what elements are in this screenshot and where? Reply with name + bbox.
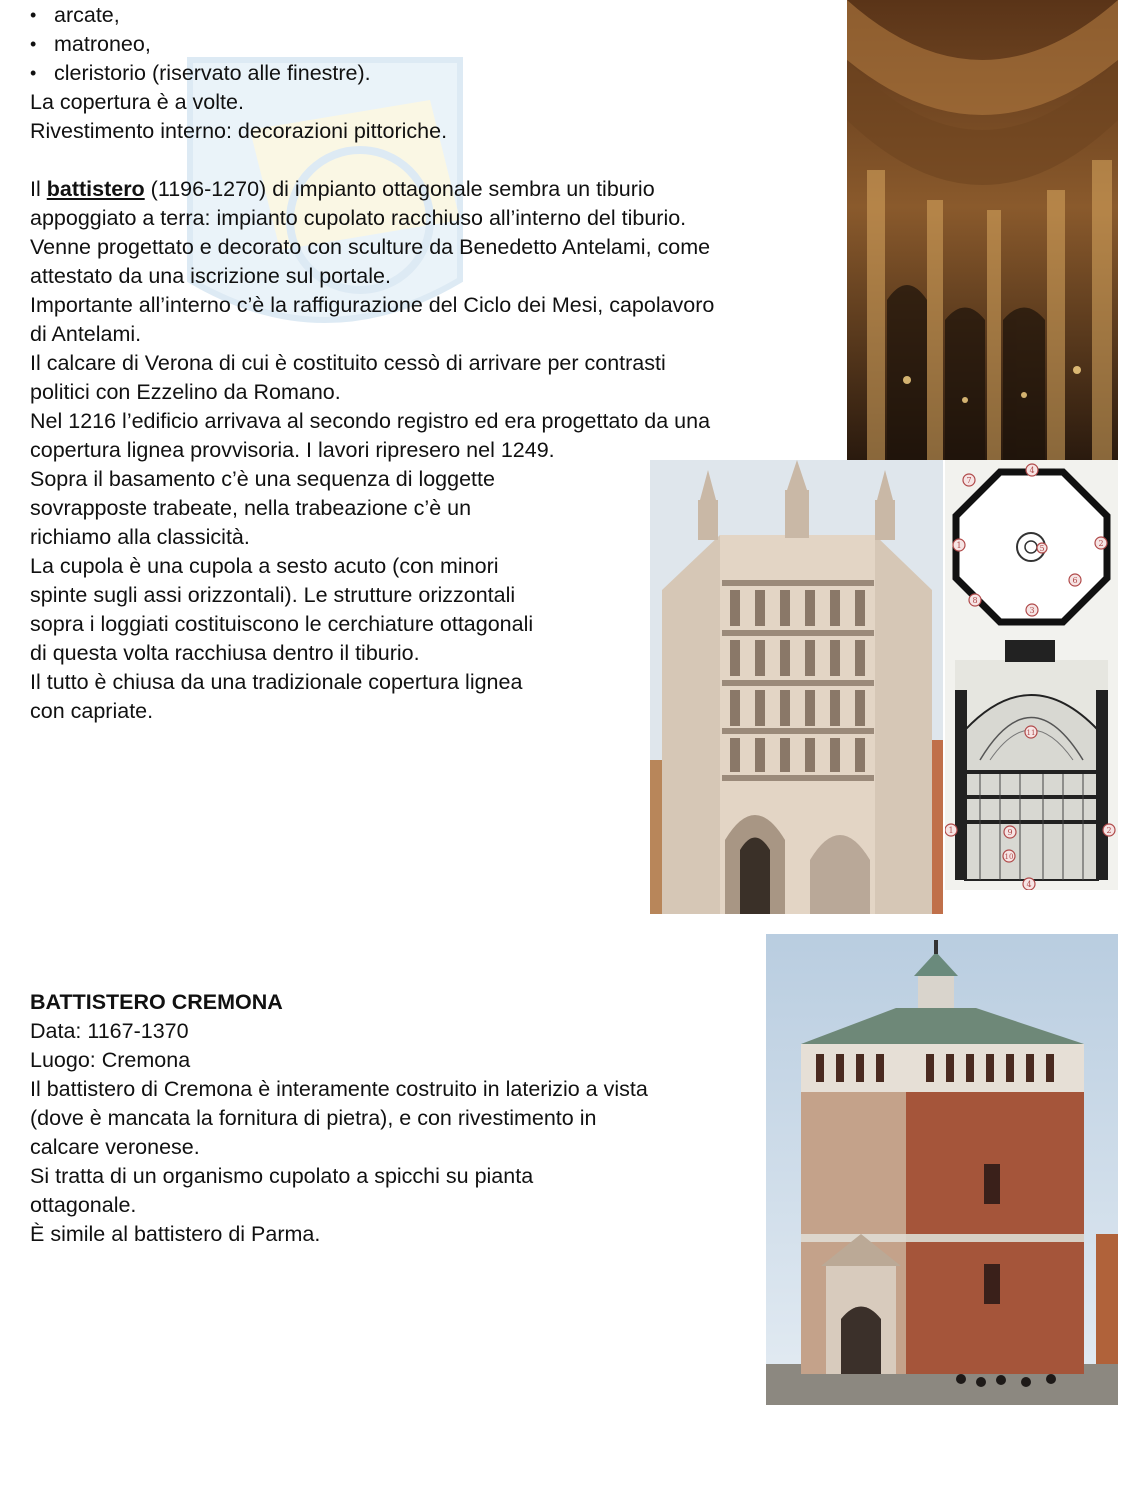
text-line: copertura lignea provvisoria. I lavori ripresero nel 1249. xyxy=(30,438,555,462)
plan-label: 8 xyxy=(972,596,978,605)
text-line: Si tratta di un organismo cupolato a spicchi su pianta xyxy=(30,1164,534,1188)
cathedral-interior-photo xyxy=(847,0,1118,460)
lead-line xyxy=(30,175,714,204)
text-line: sopra i loggiati costituiscono le cerchiature ottagonali xyxy=(30,612,534,636)
cremona-baptistery-photo xyxy=(766,934,1118,1405)
text-line: richiamo alla classicità. xyxy=(30,525,250,549)
text-line: di Antelami. xyxy=(30,322,142,346)
text-line: sovrapposte trabeate, nella trabeazione c’è un xyxy=(30,496,472,520)
text-line: ottagonale. xyxy=(30,1193,137,1217)
text-line: Venne progettato e decorato con sculture da Benedetto Antelami, come xyxy=(30,235,711,259)
section-label: 2 xyxy=(1106,826,1112,835)
cremona-baptistery-text xyxy=(30,988,648,1249)
lead-prefix: Il xyxy=(30,177,47,201)
text-line: appoggiato a terra: impianto cupolato racchiuso all’interno del tiburio. xyxy=(30,206,687,230)
text-line: Rivestimento interno: decorazioni pittoriche. xyxy=(30,119,448,143)
baptistery-plan-section-drawing xyxy=(945,460,1118,890)
section-label: 1 xyxy=(948,826,954,835)
text-line: Nel 1216 l’edificio arrivava al secondo registro ed era progettato da una xyxy=(30,409,711,433)
text-line: con capriate. xyxy=(30,699,154,723)
section-heading: BATTISTERO CREMONA xyxy=(30,990,283,1014)
text-line: spinte sugli assi orizzontali). Le strutture orizzontali xyxy=(30,583,516,607)
text-line: Data: 1167-1370 xyxy=(30,1019,189,1043)
text-line: La copertura è a volte. xyxy=(30,90,244,114)
text-line: Il tutto è chiusa da una tradizionale copertura lignea xyxy=(30,670,523,694)
section-label: 9 xyxy=(1007,828,1013,837)
text-line: Luogo: Cremona xyxy=(30,1048,191,1072)
parma-baptistery-text xyxy=(30,175,714,726)
bullet-item: • cleristorio (riservato alle finestre). xyxy=(30,59,371,88)
text-line: Sopra il basamento c’è una sequenza di loggette xyxy=(30,467,495,491)
plan-label: 6 xyxy=(1072,576,1078,585)
section-label: 4 xyxy=(1026,880,1032,889)
lead-rest: (1196-1270) di impianto ottagonale sembra un tiburio xyxy=(144,177,655,201)
text-line: politici con Ezzelino da Romano. xyxy=(30,380,341,404)
plan-label: 5 xyxy=(1039,544,1045,553)
text-line: attestato da una iscrizione sul portale. xyxy=(30,264,391,288)
text-line: È simile al battistero di Parma. xyxy=(30,1222,321,1246)
plan-label: 7 xyxy=(966,476,972,485)
intro-text xyxy=(30,88,447,146)
text-line: calcare veronese. xyxy=(30,1135,200,1159)
plan-label: 3 xyxy=(1029,606,1035,615)
plan-label: 4 xyxy=(1029,466,1035,475)
parma-baptistery-photo xyxy=(650,460,943,914)
bullet-list xyxy=(30,1,371,88)
text-line: di questa volta racchiusa dentro il tiburio. xyxy=(30,641,420,665)
text-line: Il calcare di Verona di cui è costituito cessò di arrivare per contrasti xyxy=(30,351,666,375)
plan-label: 1 xyxy=(956,541,962,550)
text-line: Importante all’interno c’è la raffigurazione del Ciclo dei Mesi, capolavoro xyxy=(30,293,715,317)
bullet-item: • arcate, xyxy=(30,1,371,30)
text-line: La cupola è una cupola a sesto acuto (con minori xyxy=(30,554,499,578)
battistero-term: battistero xyxy=(46,177,145,201)
section-label: 10 xyxy=(1004,853,1014,861)
plan-label: 2 xyxy=(1098,539,1104,548)
text-line: (dove è mancata la fornitura di pietra), e con rivestimento in xyxy=(30,1106,597,1130)
section-label: 11 xyxy=(1026,729,1036,737)
text-line: Il battistero di Cremona è interamente costruito in laterizio a vista xyxy=(30,1077,648,1101)
bullet-item: • matroneo, xyxy=(30,30,371,59)
